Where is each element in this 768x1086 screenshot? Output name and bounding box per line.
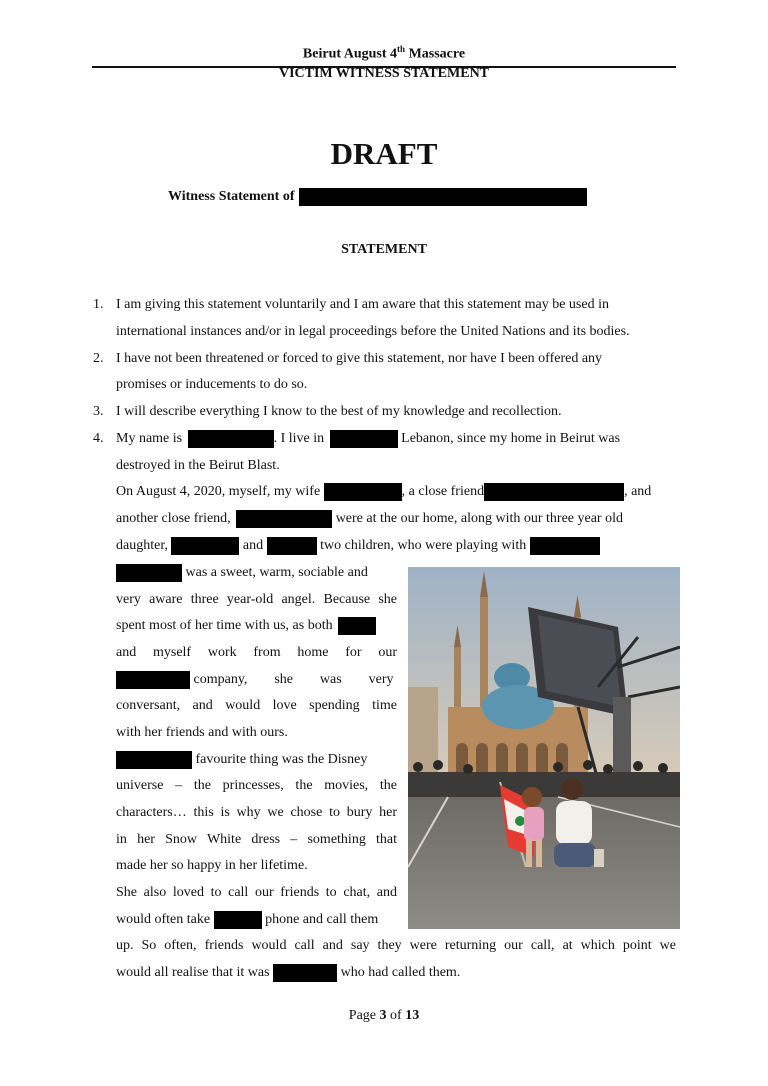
paragraph-line: spent most of her time with us, as both bbox=[116, 617, 376, 635]
paragraph-line: She also loved to call our friends to chat, and bbox=[116, 885, 397, 900]
witness-line bbox=[168, 188, 587, 206]
paragraph-line: I will describe everything I know to the best of my knowledge and recollection. bbox=[116, 404, 562, 419]
redaction-bar bbox=[236, 510, 332, 528]
paragraph-line: conversant, and would love spending time bbox=[116, 698, 397, 713]
redaction-bar bbox=[214, 911, 262, 929]
paragraph-line: would often take phone and call them bbox=[116, 912, 379, 928]
paragraph-line: would all realise that it was who had called them. bbox=[116, 965, 461, 981]
paragraph-line: universe – the princesses, the movies, the bbox=[116, 778, 397, 793]
redaction-bar bbox=[171, 537, 239, 555]
paragraph-line: On August 4, 2020, myself, my wife , a close friend , and bbox=[116, 484, 652, 500]
redaction-bar bbox=[324, 483, 402, 501]
redaction-bar bbox=[116, 671, 190, 689]
paragraph-line: was a sweet, warm, sociable and bbox=[116, 564, 368, 582]
item-number: 4. bbox=[93, 431, 104, 446]
paragraph-line: up. So often, friends would call and say they were returning our call, at which point we bbox=[116, 938, 676, 953]
photo-mosque-square bbox=[408, 567, 680, 929]
paragraph-line: company, she was very bbox=[116, 671, 397, 689]
item-number: 3. bbox=[93, 404, 104, 419]
paragraph-line: with her friends and with ours. bbox=[116, 725, 288, 740]
redaction-bar bbox=[330, 430, 398, 448]
header-subtitle: VICTIM WITNESS STATEMENT bbox=[278, 66, 490, 81]
paragraph-line: and myself work from home for our bbox=[116, 645, 397, 660]
paragraph-line: very aware three year-old angel. Because she bbox=[116, 592, 397, 607]
redaction-bar bbox=[188, 430, 274, 448]
redaction-bar bbox=[116, 564, 182, 582]
page-footer: Page 3 of 13 bbox=[348, 1008, 420, 1023]
redaction-bar bbox=[338, 617, 376, 635]
draft-label: DRAFT bbox=[330, 136, 438, 171]
paragraph-line: destroyed in the Beirut Blast. bbox=[116, 458, 280, 473]
item-number: 1. bbox=[93, 297, 104, 312]
paragraph-line: I have not been threatened or forced to give this statement, nor have I been offered any bbox=[116, 351, 603, 366]
paragraph-line: favourite thing was the Disney bbox=[116, 751, 367, 769]
paragraph-line: My name is . I live in Lebanon, since my home in Beirut was bbox=[116, 431, 621, 447]
paragraph-line: characters… this is why we chose to bury her bbox=[116, 805, 397, 820]
section-heading: STATEMENT bbox=[341, 242, 427, 257]
paragraph-line: international instances and/or in legal proceedings before the United Nations and its bodies. bbox=[116, 324, 630, 339]
redaction-bar bbox=[267, 537, 317, 555]
redaction-bar bbox=[530, 537, 600, 555]
paragraph-line: another close friend, were at the our home, along with our three year old bbox=[116, 511, 623, 527]
header-title: Beirut August 4th Massacre bbox=[302, 44, 466, 62]
redaction-bar bbox=[116, 751, 192, 769]
paragraph-line: promises or inducements to do so. bbox=[116, 377, 308, 392]
paragraph-line: made her so happy in her lifetime. bbox=[116, 858, 308, 873]
paragraph-line: in her Snow White dress – something that bbox=[116, 832, 397, 847]
redaction-bar bbox=[273, 964, 337, 982]
redaction-bar bbox=[484, 483, 624, 501]
redaction-bar bbox=[299, 188, 587, 206]
paragraph-line: daughter, and two children, who were playing with bbox=[116, 537, 600, 555]
witness-label: Witness Statement of bbox=[168, 189, 295, 205]
item-number: 2. bbox=[93, 351, 104, 366]
paragraph-line: I am giving this statement voluntarily and I am aware that this statement may be used in bbox=[116, 297, 609, 312]
